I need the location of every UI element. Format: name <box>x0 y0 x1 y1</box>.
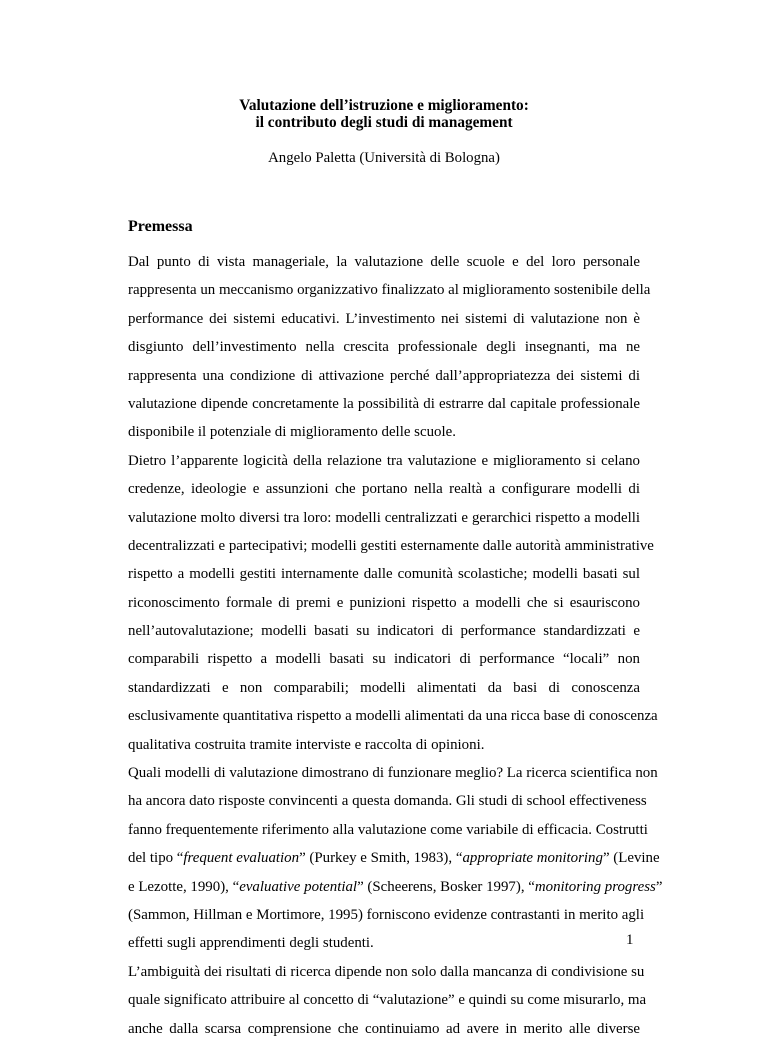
paragraph-3 <box>128 759 663 958</box>
text-run: e Lezotte, 1990), “ <box>128 878 240 895</box>
body-text <box>128 248 663 1043</box>
text-line: decentralizzati e partecipativi; modelli gestiti esternamente dalle autorità amministrative <box>128 537 654 554</box>
text-line: nell’autovalutazione; modelli basati su indicatori di performance standardizzati e <box>128 623 640 640</box>
text-line: esclusivamente quantitativa rispetto a modelli alimentati da una ricca base di conoscenza <box>128 708 658 725</box>
page-number: 1 <box>626 932 634 948</box>
text-line: disponibile il potenziale di miglioramento delle scuole. <box>128 424 456 441</box>
title-line-2: il contributo degli studi di management <box>255 114 513 131</box>
text-run: ” <box>655 878 663 895</box>
text-run: ” (Levine <box>602 850 660 867</box>
text-run: ” (Purkey e Smith, 1983), “ <box>299 850 463 867</box>
text-line: (Sammon, Hillman e Mortimore, 1995) forniscono evidenze contrastanti in merito agli <box>128 906 645 923</box>
text-line-with-italic <box>128 873 663 901</box>
text-line: Dal punto di vista manageriale, la valutazione delle scuole e del loro personale <box>128 254 640 270</box>
italic-term: monitoring progress <box>534 878 656 895</box>
text-line: qualitativa costruita tramite interviste e raccolta di opinioni. <box>128 736 485 753</box>
text-line: comparabili rispetto a modelli basati su indicatori di performance “locali” non <box>128 651 640 668</box>
italic-term: evaluative potential <box>239 878 358 895</box>
text-line-with-italic <box>128 844 660 872</box>
text-line: credenze, ideologie e assunzioni che portano nella realtà a configurare modelli di <box>128 481 640 498</box>
title-line-1: Valutazione dell’istruzione e miglioramento: <box>239 97 529 114</box>
text-line: disgiunto dell’investimento nella crescita professionale degli insegnanti, ma ne <box>128 339 640 356</box>
text-line: rappresenta un meccanismo organizzativo finalizzato al miglioramento sostenibile della <box>128 282 651 299</box>
text-line: standardizzati e non comparabili; modelli alimentati da basi di conoscenza <box>128 679 640 696</box>
text-line: performance dei sistemi educativi. L’investimento nei sistemi di valutazione non è <box>128 310 640 327</box>
text-line: quale significato attribuire al concetto di “valutazione” e quindi su come misurarlo, ma <box>128 992 647 1009</box>
text-line: rispetto a modelli gestiti internamente dalle comunità scolastiche; modelli basati sul <box>128 566 640 583</box>
text-line: Quali modelli di valutazione dimostrano di funzionare meglio? La ricerca scientifica non <box>128 765 658 782</box>
text-line: effetti sugli apprendimenti degli studenti. <box>128 935 374 952</box>
paragraph-1 <box>128 248 651 447</box>
text-line: riconoscimento formale di premi e punizioni rispetto a modelli che si esauriscono <box>128 594 640 611</box>
text-run: del tipo “ <box>128 850 184 867</box>
paragraph-4 <box>128 958 647 1043</box>
italic-term: frequent evaluation <box>183 850 300 867</box>
text-line: fanno frequentemente riferimento alla valutazione come variabile di efficacia. Costrutti <box>128 821 648 838</box>
section-heading: Premessa <box>128 218 193 235</box>
document-title <box>0 97 768 131</box>
text-line: valutazione molto diversi tra loro: modelli centralizzati e gerarchici rispetto a modelli <box>128 509 640 526</box>
italic-term: appropriate monitoring <box>462 850 603 867</box>
text-line: anche dalla scarsa comprensione che continuiamo ad avere in merito alle diverse <box>128 1020 640 1037</box>
paragraph-2 <box>128 447 658 759</box>
text-run: ” (Scheerens, Bosker 1997), “ <box>357 878 535 895</box>
text-line: ha ancora dato risposte convincenti a questa domanda. Gli studi di school effectiveness <box>128 793 647 810</box>
text-line: valutazione dipende concretamente la possibilità di estrarre dal capitale professionale <box>128 395 640 412</box>
text-line: Dietro l’apparente logicità della relazione tra valutazione e miglioramento si celano <box>128 452 640 469</box>
author-affiliation: Angelo Paletta (Università di Bologna) <box>268 150 500 166</box>
text-line: rappresenta una condizione di attivazione perché dall’appropriatezza dei sistemi di <box>128 367 640 384</box>
text-line: L’ambiguità dei risultati di ricerca dipende non solo dalla mancanza di condivisione su <box>128 963 645 980</box>
